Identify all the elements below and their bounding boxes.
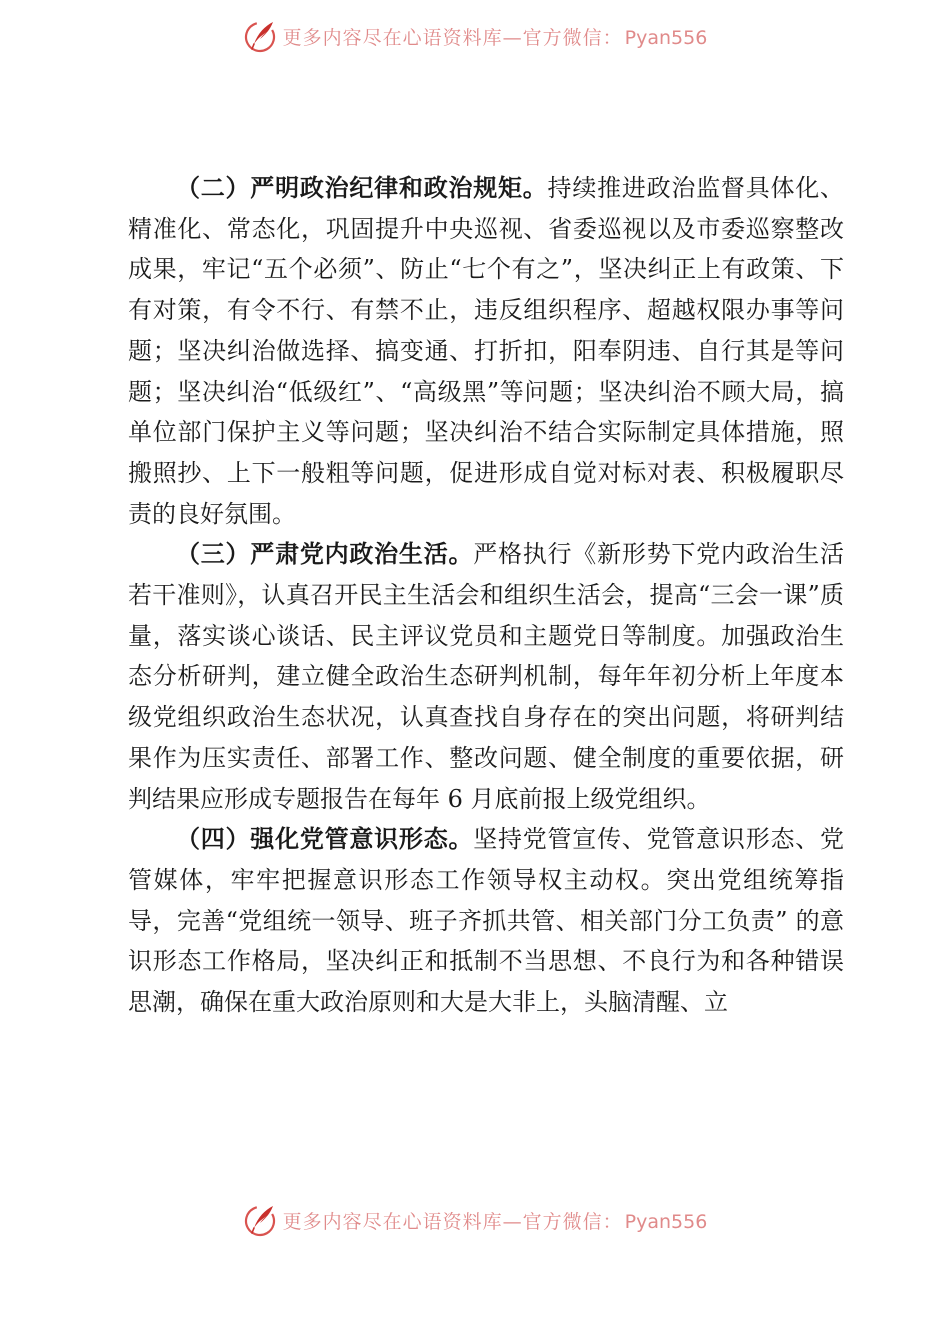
- footer-watermark: [0, 1200, 950, 1240]
- watermark-label: 更多内容尽在心语资料库—官方微信：: [282, 1210, 623, 1233]
- watermark-wechat-id: Pyan556: [624, 26, 708, 49]
- paragraph-ideology: [128, 819, 844, 1023]
- document-body: [128, 168, 844, 1023]
- paragraph-discipline: [128, 168, 844, 534]
- paragraph-text: 坚持党管宣传、党管意识形态、党管媒体，牢牢把握意识形态工作领导权主动权。突出党组统筹指导，完善“党组统一领导、班子齐抓共管、相关部门分工负责” 的意识形态工作格局，坚决纠正和抵制不当思想、不良行为和各种错误思潮，确保在重大政治原则和大是大非上，头脑清醒、立: [128, 825, 845, 1017]
- paragraph-heading: （三）严肃党内政治生活。: [176, 540, 474, 569]
- paragraph-text: 严格执行《新形势下党内政治生活若干准则》，认真召开民主生活会和组织生活会，提高“三会一课”质量，落实谈心谈话、民主评议党员和主题党日等制度。加强政治生态分析研判，建立健全政治生态研判机制，每年年初分析上年度本级党组织政治生态状况，认真查找自身存在的突出问题，将研判结果作为压实责任、部署工作、整改问题、健全制度的重要依据，研判结果应形成专题报告在每年 6 月底前报上级党组织。: [128, 540, 845, 813]
- quill-logo-icon: [243, 18, 279, 54]
- paragraph-political-life: [128, 534, 844, 819]
- header-watermark: [0, 16, 950, 56]
- watermark-wechat-id: Pyan556: [624, 1210, 708, 1233]
- paragraph-text: 持续推进政治监督具体化、精准化、常态化，巩固提升中央巡视、省委巡视以及市委巡察整改成果，牢记“五个必须”、防止“七个有之”，坚决纠正上有政策、下有对策，有令不行、有禁不止，违反组织程序、超越权限办事等问题；坚决纠治做选择、搞变通、打折扣，阳奉阴违、自行其是等问题；坚决纠治“低级红”、“高级黑”等问题；坚决纠治不顾大局，搞单位部门保护主义等问题；坚决纠治不结合实际制定具体措施，照搬照抄、上下一般粗等问题，促进形成自觉对标对表、积极履职尽责的良好氛围。: [128, 174, 845, 528]
- quill-logo-icon: [243, 1202, 279, 1238]
- paragraph-heading: （四）强化党管意识形态。: [176, 825, 474, 854]
- watermark-text: [283, 1207, 708, 1234]
- paragraph-heading: （二）严明政治纪律和政治规矩。: [176, 174, 548, 202]
- watermark-label: 更多内容尽在心语资料库—官方微信：: [282, 26, 623, 49]
- watermark-text: [283, 23, 708, 50]
